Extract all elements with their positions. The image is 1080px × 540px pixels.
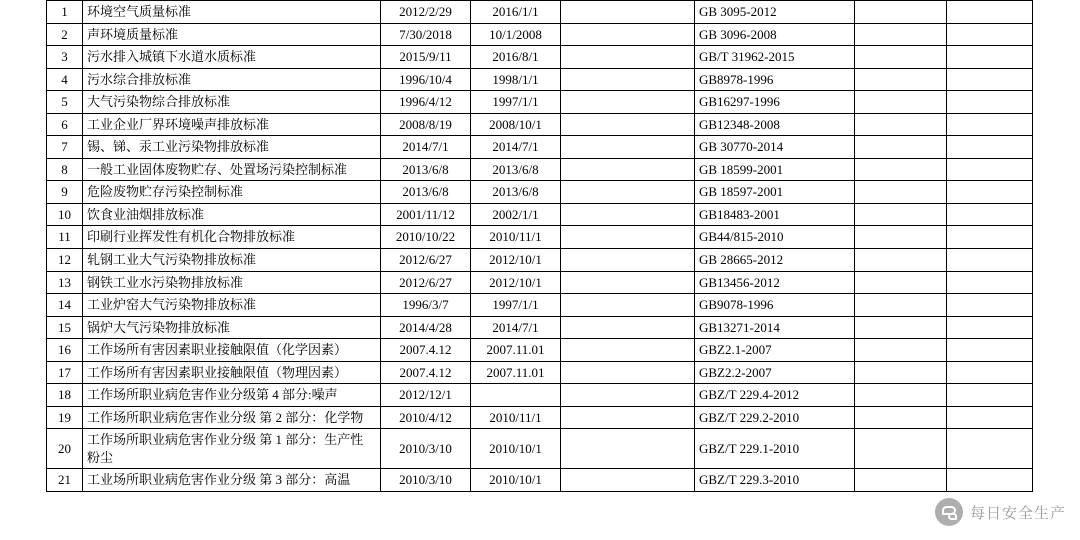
effective-date: 2008/10/1 <box>471 113 561 136</box>
blank-cell-1 <box>561 249 695 272</box>
standard-code: GB18483-2001 <box>695 203 855 226</box>
table-row <box>47 203 1033 226</box>
blank-cell-3 <box>947 46 1033 69</box>
blank-cell-3 <box>947 226 1033 249</box>
blank-cell-1 <box>561 226 695 249</box>
effective-date: 2010/10/1 <box>471 469 561 492</box>
row-number: 5 <box>47 91 83 114</box>
issue-date: 2013/6/8 <box>381 158 471 181</box>
row-number: 15 <box>47 316 83 339</box>
standard-name: 印刷行业挥发性有机化合物排放标准 <box>83 226 381 249</box>
table-row <box>47 113 1033 136</box>
standard-code: GBZ/T 229.3-2010 <box>695 469 855 492</box>
blank-cell-2 <box>855 406 947 429</box>
issue-date: 2014/7/1 <box>381 136 471 159</box>
blank-cell-3 <box>947 23 1033 46</box>
row-number: 4 <box>47 68 83 91</box>
standard-code: GB44/815-2010 <box>695 226 855 249</box>
blank-cell-3 <box>947 294 1033 317</box>
table-row <box>47 294 1033 317</box>
effective-date: 2002/1/1 <box>471 203 561 226</box>
blank-cell-3 <box>947 316 1033 339</box>
standard-code: GBZ/T 229.2-2010 <box>695 406 855 429</box>
blank-cell-1 <box>561 113 695 136</box>
blank-cell-1 <box>561 469 695 492</box>
row-number: 8 <box>47 158 83 181</box>
row-number: 14 <box>47 294 83 317</box>
blank-cell-1 <box>561 429 695 469</box>
issue-date: 2010/10/22 <box>381 226 471 249</box>
standard-code: GB8978-1996 <box>695 68 855 91</box>
row-number: 6 <box>47 113 83 136</box>
effective-date: 2012/10/1 <box>471 271 561 294</box>
effective-date: 2007.11.01 <box>471 361 561 384</box>
blank-cell-2 <box>855 429 947 469</box>
effective-date: 1997/1/1 <box>471 91 561 114</box>
blank-cell-2 <box>855 294 947 317</box>
blank-cell-2 <box>855 361 947 384</box>
effective-date: 2010/11/1 <box>471 226 561 249</box>
wechat-icon <box>935 498 963 526</box>
table-row <box>47 469 1033 492</box>
row-number: 9 <box>47 181 83 204</box>
standard-name: 工业企业厂界环境噪声排放标准 <box>83 113 381 136</box>
table-row <box>47 23 1033 46</box>
blank-cell-3 <box>947 384 1033 407</box>
table-row <box>47 316 1033 339</box>
blank-cell-3 <box>947 91 1033 114</box>
row-number: 17 <box>47 361 83 384</box>
standard-name: 工作场所职业病危害作业分级 第 2 部分：化学物 <box>83 406 381 429</box>
blank-cell-1 <box>561 406 695 429</box>
blank-cell-2 <box>855 113 947 136</box>
blank-cell-2 <box>855 91 947 114</box>
blank-cell-3 <box>947 113 1033 136</box>
table-row <box>47 406 1033 429</box>
standard-name: 危险废物贮存污染控制标准 <box>83 181 381 204</box>
standard-code: GB/T 31962-2015 <box>695 46 855 69</box>
row-number: 20 <box>47 429 83 469</box>
blank-cell-1 <box>561 339 695 362</box>
blank-cell-3 <box>947 469 1033 492</box>
table-row <box>47 158 1033 181</box>
blank-cell-2 <box>855 158 947 181</box>
standard-name: 工业场所职业病危害作业分级 第 3 部分：高温 <box>83 469 381 492</box>
effective-date: 1997/1/1 <box>471 294 561 317</box>
standard-code: GB 30770-2014 <box>695 136 855 159</box>
blank-cell-1 <box>561 361 695 384</box>
standard-code: GB 3096-2008 <box>695 23 855 46</box>
blank-cell-1 <box>561 158 695 181</box>
standard-code: GB13271-2014 <box>695 316 855 339</box>
table-row <box>47 339 1033 362</box>
issue-date: 2010/4/12 <box>381 406 471 429</box>
blank-cell-1 <box>561 294 695 317</box>
row-number: 11 <box>47 226 83 249</box>
table-row <box>47 361 1033 384</box>
blank-cell-3 <box>947 181 1033 204</box>
issue-date: 1996/10/4 <box>381 68 471 91</box>
issue-date: 2013/6/8 <box>381 181 471 204</box>
blank-cell-1 <box>561 181 695 204</box>
effective-date: 2007.11.01 <box>471 339 561 362</box>
blank-cell-2 <box>855 249 947 272</box>
issue-date: 7/30/2018 <box>381 23 471 46</box>
row-number: 3 <box>47 46 83 69</box>
blank-cell-2 <box>855 271 947 294</box>
effective-date: 2010/10/1 <box>471 429 561 469</box>
issue-date: 2008/8/19 <box>381 113 471 136</box>
blank-cell-3 <box>947 1 1033 24</box>
row-number: 12 <box>47 249 83 272</box>
blank-cell-3 <box>947 361 1033 384</box>
table-row <box>47 249 1033 272</box>
effective-date: 10/1/2008 <box>471 23 561 46</box>
standard-code: GB 18599-2001 <box>695 158 855 181</box>
blank-cell-2 <box>855 384 947 407</box>
table-row <box>47 91 1033 114</box>
effective-date: 2013/6/8 <box>471 181 561 204</box>
blank-cell-2 <box>855 23 947 46</box>
blank-cell-1 <box>561 316 695 339</box>
row-number: 18 <box>47 384 83 407</box>
blank-cell-1 <box>561 91 695 114</box>
effective-date: 2013/6/8 <box>471 158 561 181</box>
standard-name: 污水排入城镇下水道水质标准 <box>83 46 381 69</box>
standard-name: 一般工业固体废物贮存、处置场污染控制标准 <box>83 158 381 181</box>
blank-cell-1 <box>561 136 695 159</box>
blank-cell-2 <box>855 226 947 249</box>
standard-code: GBZ/T 229.4-2012 <box>695 384 855 407</box>
blank-cell-2 <box>855 469 947 492</box>
table-row <box>47 46 1033 69</box>
issue-date: 2012/2/29 <box>381 1 471 24</box>
standard-name: 环境空气质量标准 <box>83 1 381 24</box>
effective-date: 2016/8/1 <box>471 46 561 69</box>
effective-date: 2016/1/1 <box>471 1 561 24</box>
table-row <box>47 68 1033 91</box>
blank-cell-2 <box>855 136 947 159</box>
effective-date: 2012/10/1 <box>471 249 561 272</box>
standard-name: 工作场所有害因素职业接触限值（化学因素） <box>83 339 381 362</box>
blank-cell-3 <box>947 136 1033 159</box>
standard-name: 工业炉窑大气污染物排放标准 <box>83 294 381 317</box>
effective-date: 1998/1/1 <box>471 68 561 91</box>
blank-cell-1 <box>561 271 695 294</box>
table-row <box>47 1 1033 24</box>
row-number: 7 <box>47 136 83 159</box>
blank-cell-1 <box>561 384 695 407</box>
row-number: 10 <box>47 203 83 226</box>
effective-date <box>471 384 561 407</box>
issue-date: 2007.4.12 <box>381 339 471 362</box>
issue-date: 2007.4.12 <box>381 361 471 384</box>
table-row <box>47 384 1033 407</box>
blank-cell-3 <box>947 203 1033 226</box>
standards-table <box>46 0 1033 492</box>
blank-cell-3 <box>947 339 1033 362</box>
standard-name: 钢铁工业水污染物排放标准 <box>83 271 381 294</box>
standard-code: GBZ2.1-2007 <box>695 339 855 362</box>
blank-cell-3 <box>947 249 1033 272</box>
row-number: 16 <box>47 339 83 362</box>
blank-cell-2 <box>855 339 947 362</box>
row-number: 19 <box>47 406 83 429</box>
standard-code: GB 28665-2012 <box>695 249 855 272</box>
standards-sheet <box>46 0 1032 540</box>
standard-name: 声环境质量标准 <box>83 23 381 46</box>
issue-date: 2010/3/10 <box>381 469 471 492</box>
effective-date: 2014/7/1 <box>471 136 561 159</box>
table-row <box>47 429 1033 469</box>
blank-cell-1 <box>561 68 695 91</box>
blank-cell-2 <box>855 68 947 91</box>
blank-cell-3 <box>947 429 1033 469</box>
standard-name: 工作场所职业病危害作业分级第 4 部分:噪声 <box>83 384 381 407</box>
issue-date: 2010/3/10 <box>381 429 471 469</box>
standard-name: 锡、锑、汞工业污染物排放标准 <box>83 136 381 159</box>
blank-cell-3 <box>947 68 1033 91</box>
standard-name: 锅炉大气污染物排放标准 <box>83 316 381 339</box>
issue-date: 2015/9/11 <box>381 46 471 69</box>
blank-cell-2 <box>855 316 947 339</box>
blank-cell-1 <box>561 23 695 46</box>
standard-code: GB 18597-2001 <box>695 181 855 204</box>
blank-cell-2 <box>855 1 947 24</box>
blank-cell-2 <box>855 181 947 204</box>
issue-date: 1996/4/12 <box>381 91 471 114</box>
standard-name: 工作场所职业病危害作业分级 第 1 部分：生产性粉尘 <box>83 429 381 469</box>
table-body <box>47 1 1033 492</box>
standard-name: 轧钢工业大气污染物排放标准 <box>83 249 381 272</box>
standard-name: 大气污染物综合排放标准 <box>83 91 381 114</box>
table-row <box>47 136 1033 159</box>
blank-cell-2 <box>855 203 947 226</box>
watermark-label: 每日安全生产 <box>969 504 1066 522</box>
blank-cell-3 <box>947 406 1033 429</box>
standard-name: 污水综合排放标准 <box>83 68 381 91</box>
standard-code: GB16297-1996 <box>695 91 855 114</box>
row-number: 1 <box>47 1 83 24</box>
standard-code: GBZ/T 229.1-2010 <box>695 429 855 469</box>
row-number: 13 <box>47 271 83 294</box>
blank-cell-1 <box>561 1 695 24</box>
standard-code: GB13456-2012 <box>695 271 855 294</box>
blank-cell-1 <box>561 46 695 69</box>
watermark <box>935 498 1066 526</box>
standard-name: 饮食业油烟排放标准 <box>83 203 381 226</box>
effective-date: 2010/11/1 <box>471 406 561 429</box>
table-row <box>47 226 1033 249</box>
issue-date: 2012/6/27 <box>381 249 471 272</box>
effective-date: 2014/7/1 <box>471 316 561 339</box>
issue-date: 2012/12/1 <box>381 384 471 407</box>
standard-code: GB12348-2008 <box>695 113 855 136</box>
standard-code: GBZ2.2-2007 <box>695 361 855 384</box>
standard-name: 工作场所有害因素职业接触限值（物理因素） <box>83 361 381 384</box>
standard-code: GB9078-1996 <box>695 294 855 317</box>
row-number: 21 <box>47 469 83 492</box>
blank-cell-3 <box>947 271 1033 294</box>
issue-date: 1996/3/7 <box>381 294 471 317</box>
table-row <box>47 271 1033 294</box>
row-number: 2 <box>47 23 83 46</box>
table-row <box>47 181 1033 204</box>
blank-cell-2 <box>855 46 947 69</box>
issue-date: 2012/6/27 <box>381 271 471 294</box>
issue-date: 2014/4/28 <box>381 316 471 339</box>
issue-date: 2001/11/12 <box>381 203 471 226</box>
standard-code: GB 3095-2012 <box>695 1 855 24</box>
blank-cell-3 <box>947 158 1033 181</box>
blank-cell-1 <box>561 203 695 226</box>
